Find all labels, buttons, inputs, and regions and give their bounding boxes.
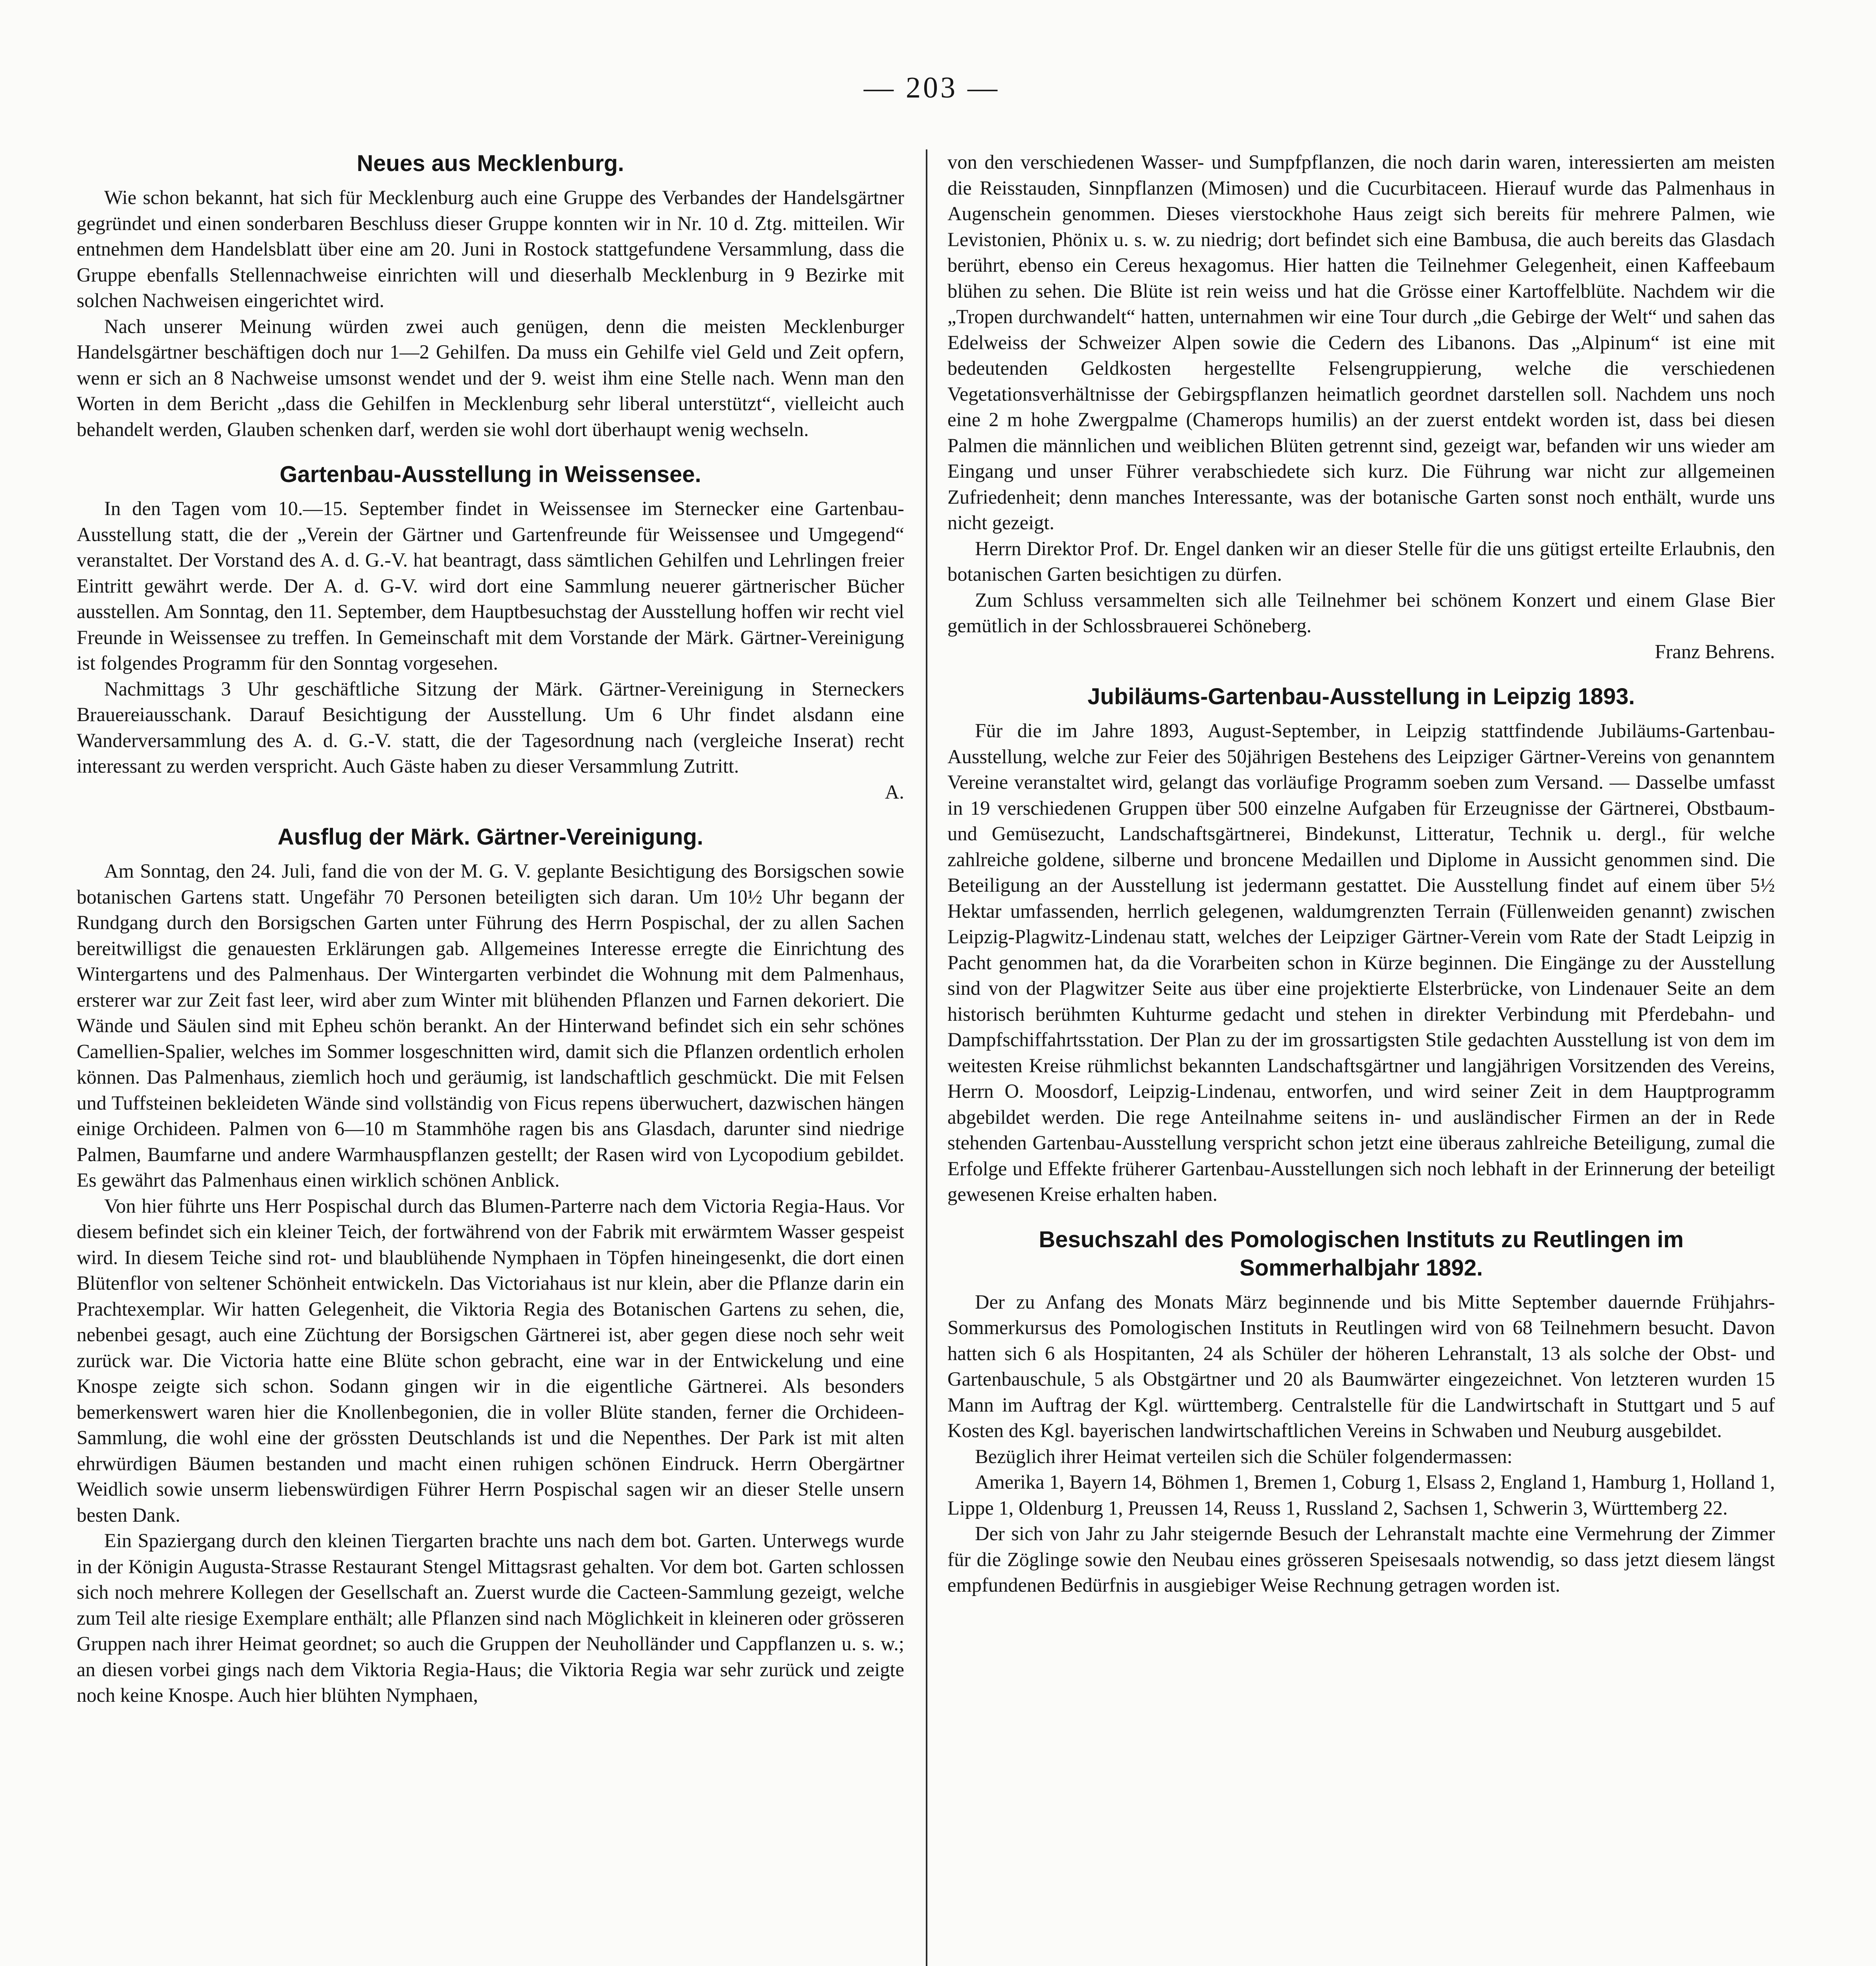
author-signature: A. [885, 781, 904, 803]
paragraph: Zum Schluss versammelten sich alle Teilnehmer bei schönem Konzert und einem Glase Bier gemütlich in der Schlossbrauerei Schöneberg. [947, 589, 1775, 637]
page-number: — 203 — [864, 71, 1000, 104]
paragraph: Herrn Direktor Prof. Dr. Engel danken wir an dieser Stelle für die uns gütigst erteilte Erlaubnis, den botanischen Garten besichtigen zu dürfen. [947, 537, 1775, 585]
author-signature: Franz Behrens. [1655, 640, 1775, 663]
paragraph: Der zu Anfang des Monats März beginnende und bis Mitte September dauernde Frühjahrs-Sommerkursus des Pomologischen Instituts in Reutlingen wird von 68 Teilnehmern besucht. Davon hatten sich 6 als Hospitanten, 24 als Schüler der höheren Lehranstalt, 13 als solche der Obst- und Gartenbauschule, 5 als Obstgärtner und 20 als Baumwärter eingezeichnet. Von letzteren wurden 15 Mann im Auftrag der Kgl. württemberg. Centralstelle für die Landwirtschaft in Stuttgart und 5 auf Kosten des Kgl. bayerischen landwirtschaftlichen Vereins in Schwaben und Neuburg ausgebildet. [947, 1290, 1775, 1441]
paragraph: In den Tagen vom 10.—15. September findet in Weissensee im Sternecker eine Gartenbau-Ausstellung statt, die der „Verein der Gärtner und Gartenfreunde für Weissensee und Umgegend“ veranstaltet. Der Vorstand des A. d. G.-V. hat beantragt, dass sämtlichen Gehilfen und Lehrlingen freier Eintritt gewährt werde. Der A. d. G-V. wird dort eine Sammlung neuerer gärtnerischer Bücher ausstellen. Am Sonntag, den 11. September, dem Hauptbesuchstag der Ausstellung hoffen wir recht viel Freunde in Weissensee zu treffen. In Gemeinschaft mit dem Vorstande der Märk. Gärtner-Vereinigung ist folgendes Programm für den Sonntag vorgesehen. [77, 497, 904, 674]
section-title-mecklenburg: Neues aus Mecklenburg. [357, 151, 624, 176]
paragraph: Für die im Jahre 1893, August-September, in Leipzig stattfindende Jubiläums-Gartenbau-Ausstellung, welche zur Feier des 50jährigen Bestehens des Leipziger Gärtner-Vereins von genanntem Vereine veranstaltet wird, gelangt das vorläufige Programm soeben zum Versand. — Dasselbe umfasst in 19 verschiedenen Gruppen über 500 einzelne Aufgaben für Erzeugnisse der Gärtnerei, Obstbaum- und Gemüsezucht, Landschaftsgärtnerei, Bindekunst, Litteratur, Technik u. dergl., für welche zahlreiche goldene, silberne und broncene Medaillen und Diplome in Aussicht genommen sind. Die Beteiligung an der Ausstellung ist jedermann gestattet. Die Ausstellung findet auf einem über 5½ Hektar umfassenden, herrlich gelegenen, waldumgrenzten Terrain (Füllenweiden genannt) zwischen Leipzig-Plagwitz-Lindenau statt, welches der Leipziger Gärtner-Verein vom Rate der Stadt Leipzig in Pacht genommen hat, da die Vorarbeiten schon in Kürze beginnen. Die Eingänge zu der Ausstellung sind von der Plagwitzer Seite aus über eine projektierte Elsterbrücke, von Lindenauer Seite an dem historisch berühmten Kuhturme gedacht und stehen in direkter Verbindung mit Pferdebahn- und Dampfschiffahrtsstation. Der Plan zu der im grossartigsten Stile gedachten Ausstellung ist von dem im weitesten Kreise rühmlichst bekannten Landschaftsgärtner und langjährigen Vorsitzenden des Vereins, Herrn O. Moosdorf, Leipzig-Lindenau, entworfen, und wird seiner Zeit in dem Hauptprogramm abgebildet werden. Die rege Anteilnahme seitens in- und ausländischer Firmen an der in Rede stehenden Gartenbau-Ausstellung verspricht schon jetzt eine überaus zahlreiche Beteiligung, zumal die Erfolge und Effekte früherer Gartenbau-Ausstellungen sich noch lebhaft in der Erinnerung der beteiligt gewesenen Kreise erhalten haben. [947, 720, 1775, 1205]
section-title-leipzig: Jubiläums-Gartenbau-Ausstellung in Leipzig 1893. [1087, 684, 1635, 709]
section-title-weissensee: Gartenbau-Ausstellung in Weissensee. [280, 462, 701, 487]
student-origin-list: Amerika 1, Bayern 14, Böhmen 1, Bremen 1, Coburg 1, Elsass 2, England 1, Hamburg 1, Holland 1, Lippe 1, Oldenburg 1, Preussen 14, Reuss 1, Russland 2, Sachsen 1, Schwerin 3, Württemberg 22. [947, 1471, 1775, 1519]
paragraph: Von hier führte uns Herr Pospischal durch das Blumen-Parterre nach dem Victoria Regia-Haus. Vor diesem befindet sich ein kleiner Teich, der fortwährend von der Fabrik mit erwärmtem Wasser gespeist wird. In diesem Teiche sind rot- und blaublühende Nymphaen in Töpfen hineingesenkt, die dort einen Blütenflor von seltener Schönheit entwickeln. Das Victoriahaus ist nur klein, aber die Pflanze darin ein Prachtexemplar. Wir hatten Gelegenheit, die Viktoria Regia des Botanischen Gartens zu sehen, die, nebenbei gesagt, auch eine Züchtung der Borsigschen Gärtnerei ist, aber gegen diese noch sehr weit zurück war. Die Victoria hatte eine Blüte schon gebracht, eine war in der Entwickelung und eine Knospe zeigte sich schon. Sodann gingen wir in die eigentliche Gärtnerei. Als besonders bemerkenswert waren hier die Knollenbegonien, die in voller Blüte standen, ferner die Orchideen-Sammlung, die wohl eine der grössten Deutschlands ist und die Nepenthes. Der Park ist mit alten ehrwürdigen Bäumen bestanden und macht einen ruhigen schönen Eindruck. Herrn Obergärtner Weidlich sowie unserm liebenswürdigen Führer Herrn Pospischal sagen wir an dieser Stelle unsern besten Dank. [77, 1195, 904, 1526]
paragraph: Am Sonntag, den 24. Juli, fand die von der M. G. V. geplante Besichtigung des Borsigschen sowie botanischen Gartens statt. Ungefähr 70 Personen beteiligten sich daran. Um 10½ Uhr begann der Rundgang durch den Borsigschen Garten unter Führung des Herrn Pospischal, der zu allen Sachen bereitwilligst die genauesten Erklärungen gab. Allgemeines Interesse erregte die Einrichtung des Wintergartens und des Palmenhaus. Der Wintergarten verbindet die Wohnung mit dem Palmenhaus, ersterer war zur Zeit fast leer, wird aber zum Winter mit blühenden Pflanzen und Farnen dekoriert. Die Wände und Säulen sind mit Epheu schön berankt. An der Hinterwand befindet sich ein sehr schönes Camellien-Spalier, welches im Sommer losgeschnitten wird, damit sich die Pflanzen ordentlich erholen können. Das Palmenhaus, ziemlich hoch und geräumig, ist landschaftlich geschmückt. Die mit Felsen und Tuffsteinen bekleideten Wände sind vollständig von Ficus repens überwuchert, dazwischen hängen einige Orchideen. Palmen von 6—10 m Stammhöhe ragen bis ans Glasdach, darunter sind niedrige Palmen, Baumfarne und andere Warmhauspflanzen gestellt; der Rasen wird von Lycopodium gebildet. Es gewährt das Palmenhaus einen wirklich schönen Anblick. [77, 860, 904, 1191]
right-column [947, 149, 1775, 1598]
paragraph: Ein Spaziergang durch den kleinen Tiergarten brachte uns nach dem bot. Garten. Unterwegs wurde in der Königin Augusta-Strasse Restaurant Stengel Mittagsrast gehalten. Vor dem bot. Garten schlossen sich noch mehrere Kollegen der Gesellschaft an. Zuerst wurde die Cacteen-Sammlung gezeigt, welche zum Teil alte riesige Exemplare enthält; alle Pflanzen sind nach Möglichkeit in kleineren oder grösseren Gruppen nach ihrer Heimat geordnet; so auch die Gruppen der Neuholländer und Cappflanzen u. s. w.; an diesen vorbei gings nach dem Viktoria Regia-Haus; die Viktoria Regia war sehr zurück und zeigte noch keine Knospe. Auch hier blühten Nymphaen, [77, 1530, 904, 1706]
column-divider [926, 149, 927, 1966]
paragraph: Der sich von Jahr zu Jahr steigernde Besuch der Lehranstalt machte eine Vermehrung der Zimmer für die Zöglinge sowie den Neubau eines grösseren Speisesaals notwendig, so dass jetzt diesem längst empfundenen Bedürfnis in ausgiebiger Weise Rechnung getragen worden ist. [947, 1522, 1775, 1596]
paragraph: Nach unserer Meinung würden zwei auch genügen, denn die meisten Mecklenburger Handelsgärtner beschäftigen doch nur 1—2 Gehilfen. Da muss ein Gehilfe viel Geld und Zeit opfern, wenn er sich an 8 Nachweise umsonst wendet und der 9. weist ihm eine Stelle nach. Wenn man den Worten in dem Bericht „dass die Gehilfen in Mecklenburg sehr liberal unterstützt“, vielleicht auch behandelt werden, Glauben schenken darf, werden sie wohl dort überhaupt wenig wechseln. [77, 315, 904, 440]
paragraph: Wie schon bekannt, hat sich für Mecklenburg auch eine Gruppe des Verbandes der Handelsgärtner gegründet und einen sonderbaren Beschluss dieser Gruppe konnten wir in Nr. 10 d. Ztg. mitteilen. Wir entnehmen dem Handelsblatt über eine am 20. Juni in Rostock stattgefundene Versammlung, dass die Gruppe ebenfalls Stellennachweise einrichten will und dieserhalb Mecklenburg in 9 Bezirke mit solchen Nachweisen eingerichtet wird. [77, 186, 904, 311]
paragraph: Bezüglich ihrer Heimat verteilen sich die Schüler folgendermassen: [975, 1445, 1513, 1467]
left-column [77, 149, 904, 1708]
section-title-ausflug: Ausflug der Märk. Gärtner-Vereinigung. [278, 824, 703, 850]
paragraph: Nachmittags 3 Uhr geschäftliche Sitzung der Märk. Gärtner-Vereinigung in Sterneckers Brauereiausschank. Darauf Besichtigung der Ausstellung. Um 6 Uhr findet alsdann eine Wanderversammlung des A. d. G.-V. statt, die der Tagesordnung nach (vergleiche Inserat) recht interessant zu werden verspricht. Auch Gäste haben zu dieser Versammlung Zutritt. [77, 677, 904, 777]
paragraph: von den verschiedenen Wasser- und Sumpfpflanzen, die noch darin waren, interessierten am meisten die Reisstauden, Sinnpflanzen (Mimosen) und die Cucurbitaceen. Hierauf wurde das Palmenhaus in Augenschein genommen. Dieses vierstockhohe Haus zeigt sich bereits für mehrere Palmen, wie Levistonien, Phönix u. s. w. zu niedrig; dort befindet sich eine Bambusa, die auch bereits das Glasdach berührt, ebenso ein Cereus hexagomus. Hier hatten die Teilnehmer Gelegenheit, einen Kaffeebaum blühen zu sehen. Die Blüte ist rein weiss und hat die Grösse einer Kartoffelblüte. Nachdem wir die „Tropen durchwandelt“ hatten, unternahmen wir eine Tour durch „die Gebirge der Welt“ und sahen das Edelweiss der Schweizer Alpen sowie die Cedern des Libanons. Das „Alpinum“ ist eine mit bedeutenden Geldkosten hergestellte Felsengruppierung, welche die verschiedenen Vegetationsverhältnisse der Gebirgspflanzen heimatlich geordnet darstellen soll. Nachdem uns noch eine 2 m hohe Zwergpalme (Chamerops humilis) an der zuerst entdekt worden ist, dass bei diesen Palmen die männlichen und weiblichen Blüten getrennt sind, gezeigt war, befanden wir uns wieder am Eingang und unser Führer verabschiedete sich kurz. Die Führung war nicht zur allgemeinen Zufriedenheit; denn manches Interessante, was der botanische Garten sonst noch enthält, wurde uns nicht gezeigt. [947, 151, 1775, 534]
section-title-reutlingen: Besuchszahl des Pomologischen Instituts zu Reutlingen im Sommerhalbjahr 1892. [1039, 1226, 1684, 1281]
